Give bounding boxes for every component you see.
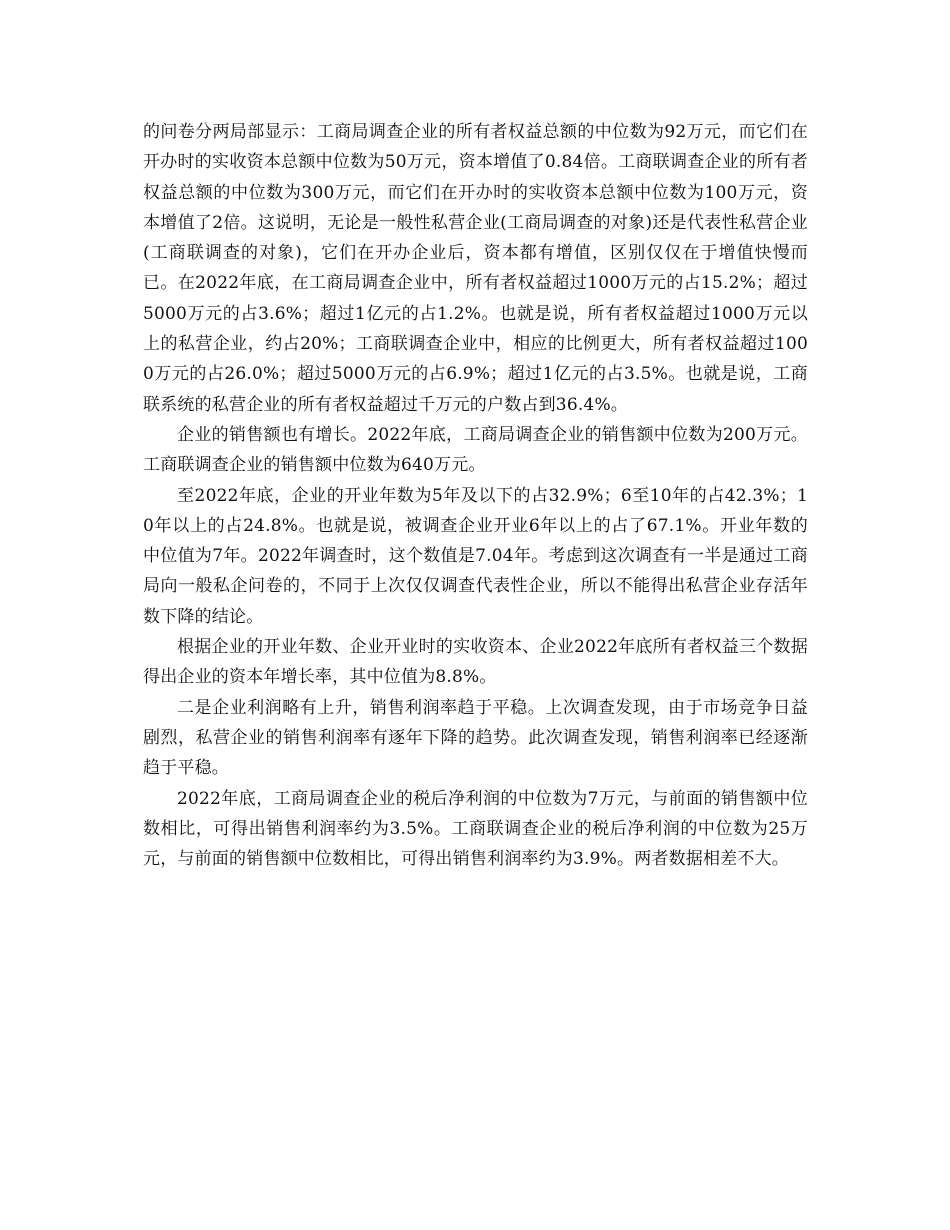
paragraph-capital-growth-rate: 根据企业的开业年数、企业开业时的实收资本、企业2022年底所有者权益三个数据得出企业的资本年增长率，其中位值为8.8%。 — [143, 637, 808, 688]
document-body — [143, 117, 808, 874]
paragraph-business-years: 至2022年底，企业的开业年数为5年及以下的占32.9%；6至10年的占42.3%；10年以上的占24.8%。也就是说，被调查企业开业6年以上的占了67.1%。开业年数的中位值为7年。2022年调查时，这个数值是7.04年。考虑到这次调查有一半是通过工商局向一般私企问卷的，不同于上次仅仅调查代表性企业，所以不能得出私营企业存活年数下降的结论。 — [143, 485, 808, 627]
paragraph-profit-trend: 二是企业利润略有上升，销售利润率趋于平稳。上次调查发现，由于市场竞争日益剧烈，私营企业的销售利润率有逐年下降的趋势。此次调查发现，销售利润率已经逐渐趋于平稳。 — [143, 697, 808, 779]
paragraph-profit-margin: 2022年底，工商局调查企业的税后净利润的中位数为7万元，与前面的销售额中位数相比，可得出销售利润率约为3.5%。工商联调查企业的税后净利润的中位数为25万元，与前面的销售额中位数相比，可得出销售利润率约为3.9%。两者数据相差不大。 — [143, 788, 808, 870]
paragraph-sales-growth: 企业的销售额也有增长。2022年底，工商局调查企业的销售额中位数为200万元。工商联调查企业的销售额中位数为640万元。 — [143, 424, 808, 476]
paragraph-equity-growth: 的问卷分两局部显示：工商局调查企业的所有者权益总额的中位数为92万元，而它们在开办时的实收资本总额中位数为50万元，资本增值了0.84倍。工商联调查企业的所有者权益总额的中位数为300万元，而它们在开办时的实收资本总额中位数为100万元，资本增值了2倍。这说明，无论是一般性私营企业(工商局调查的对象)还是代表性私营企业(工商联调查的对象)，它们在开办企业后，资本都有增值，区别仅仅在于增值快慢而已。在2022年底，在工商局调查企业中，所有者权益超过1000万元的占15.2%；超过5000万元的占3.6%；超过1亿元的占1.2%。也就是说，所有者权益超过1000万元以上的私营企业，约占20%；工商联调查企业中，相应的比例更大，所有者权益超过1000万元的占26.0%；超过5000万元的占6.9%；超过1亿元的占3.5%。也就是说，工商联系统的私营企业的所有者权益超过千万元的户数占到36.4%。 — [143, 122, 808, 415]
